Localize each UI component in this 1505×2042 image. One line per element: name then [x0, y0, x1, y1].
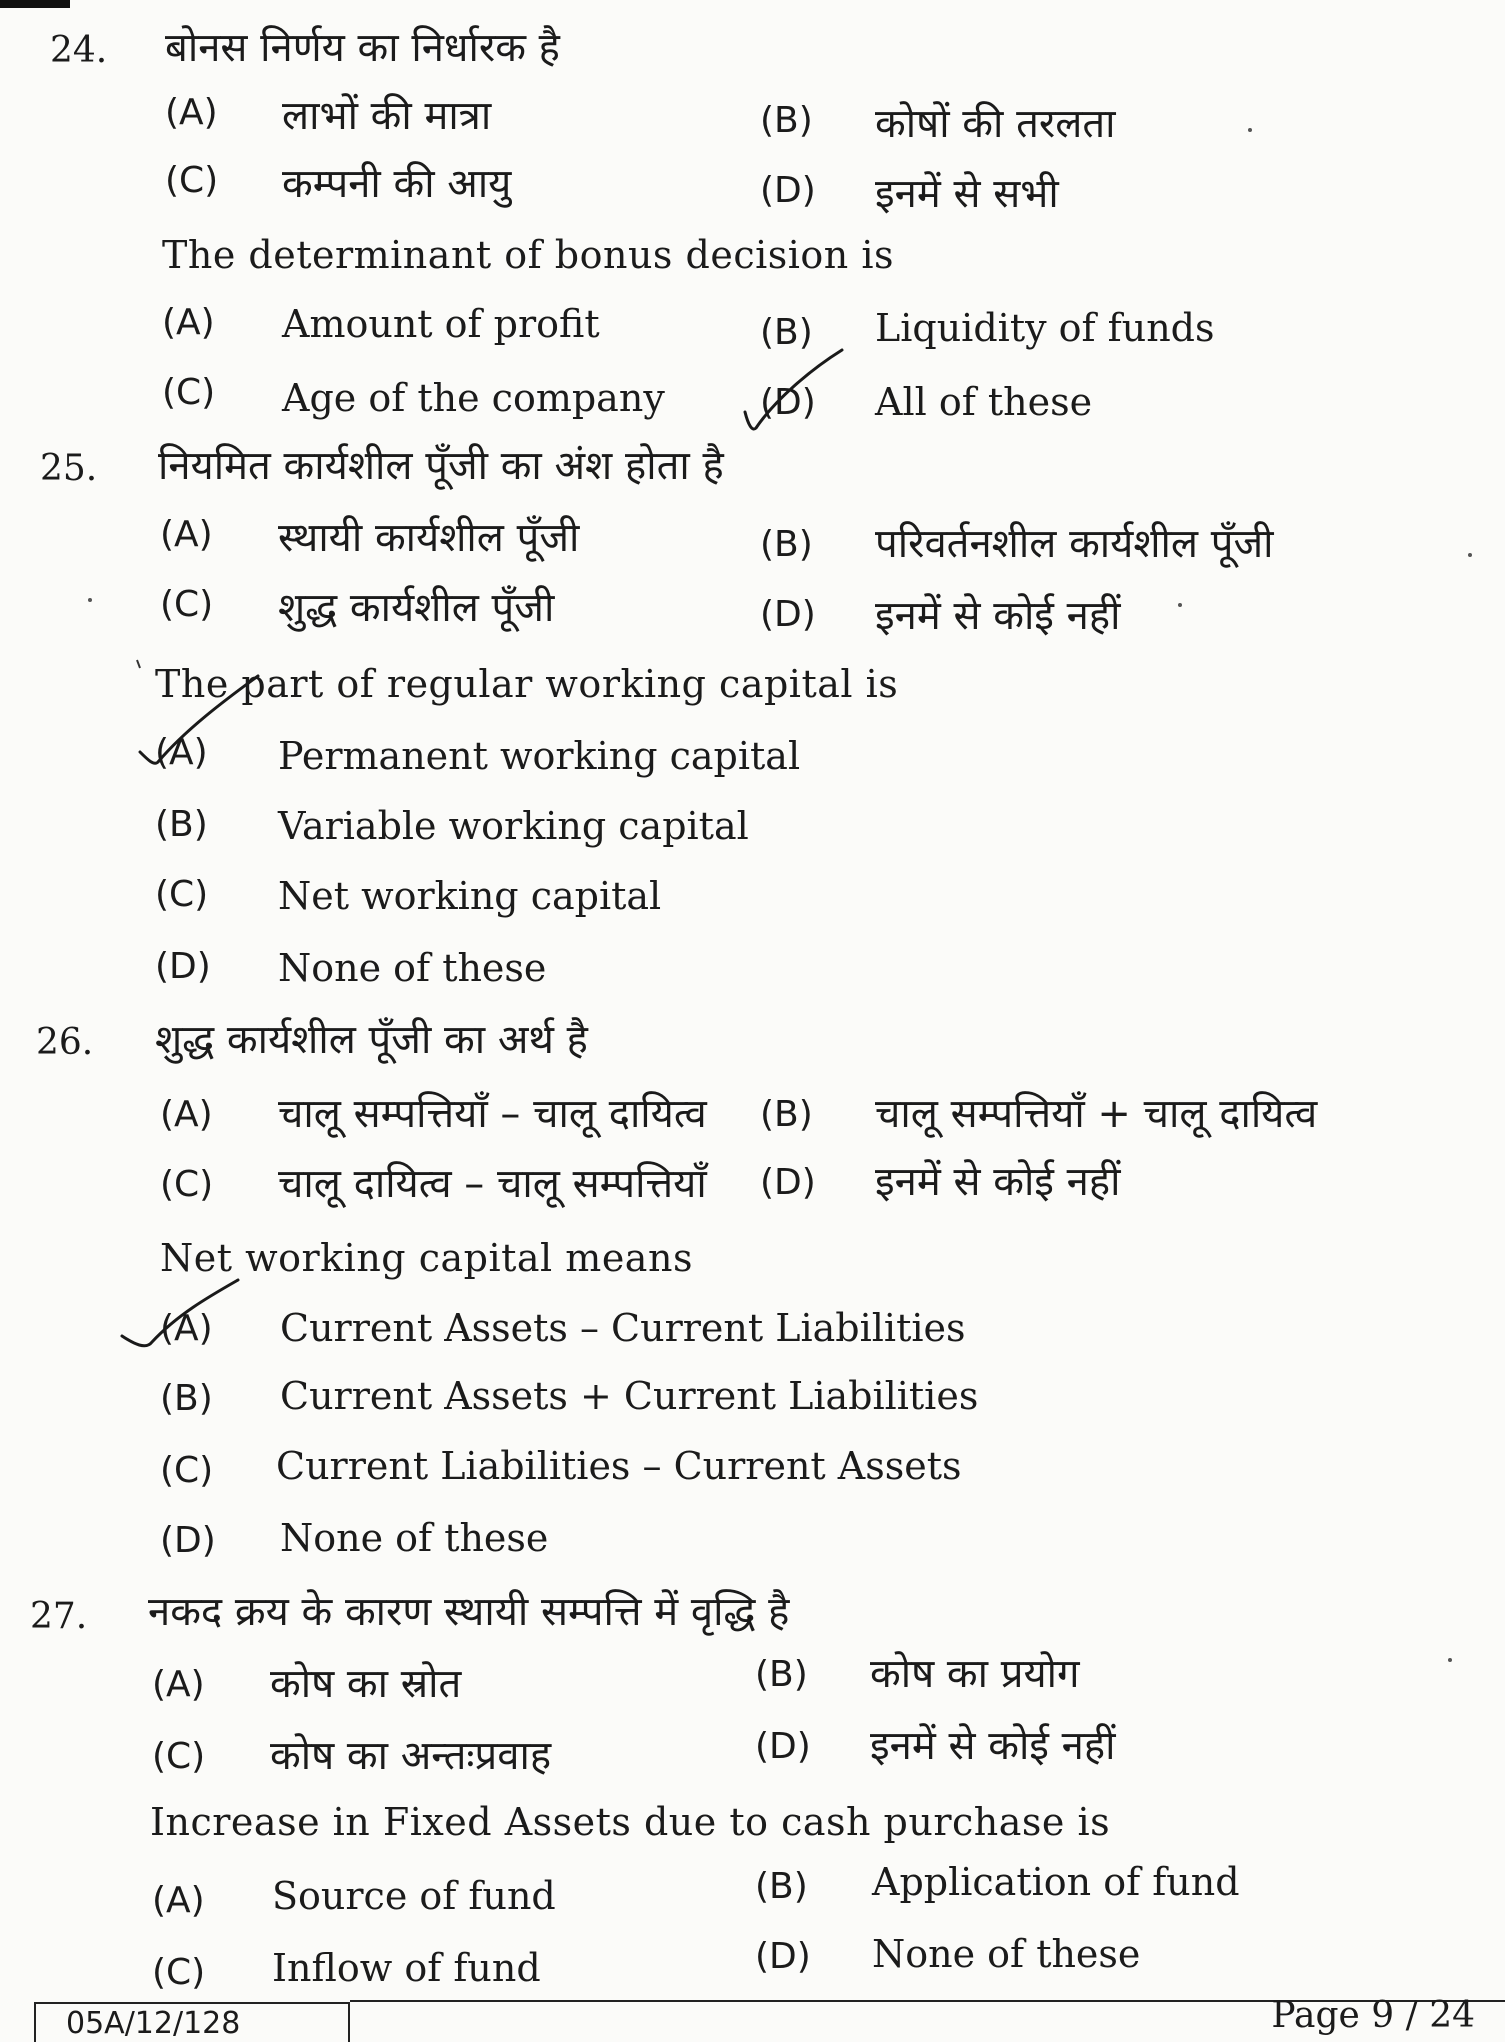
option-label: (B): [760, 100, 813, 141]
option-text-hindi: लाभों की मात्रा: [282, 93, 492, 139]
question-text-hindi: बोनस निर्णय का निर्धारक है: [165, 25, 560, 71]
option-label: (B): [760, 524, 813, 565]
option-text: Amount of profit: [282, 302, 600, 346]
question-text-english: Net working capital means: [160, 1236, 693, 1280]
option-label: (A): [152, 1664, 205, 1705]
option-text-hindi: इनमें से कोई नहीं: [870, 1723, 1116, 1769]
option-text: Permanent working capital: [278, 734, 801, 778]
option-label: (A): [160, 514, 213, 555]
option-label: (D): [755, 1726, 811, 1767]
option-label: (A): [152, 1880, 205, 1921]
option-label: (B): [755, 1654, 808, 1695]
page-number: Page 9 / 24: [1271, 1995, 1475, 2036]
speck: [1448, 1658, 1452, 1662]
option-text: None of these: [280, 1516, 549, 1560]
option-text-hindi: कोषों की तरलता: [875, 101, 1116, 147]
option-text: None of these: [872, 1932, 1141, 1976]
question-text-hindi: नियमित कार्यशील पूँजी का अंश होता है: [158, 443, 724, 489]
paper-code: 05A/12/128: [66, 2006, 241, 2041]
option-text: Application of fund: [872, 1860, 1240, 1904]
option-label: (B): [760, 312, 813, 353]
option-label: (D): [760, 594, 816, 635]
option-text: Age of the company: [282, 376, 665, 420]
option-label: (B): [755, 1866, 808, 1907]
option-label: (D): [760, 1162, 816, 1203]
speck: [88, 598, 92, 602]
option-label: (C): [152, 1952, 206, 1993]
tick-mark-q26: [122, 1280, 238, 1346]
option-text-hindi: कोष का प्रयोग: [870, 1651, 1080, 1697]
option-text: Liquidity of funds: [875, 306, 1215, 350]
option-text-hindi: चालू सम्पत्तियाँ – चालू दायित्व: [278, 1091, 707, 1137]
option-text: Source of fund: [272, 1874, 556, 1918]
option-label: (D): [760, 170, 816, 211]
option-label: (B): [160, 1378, 213, 1419]
option-label: (A): [165, 92, 218, 133]
option-label: (C): [160, 1164, 214, 1205]
paper-code-box: [34, 2002, 350, 2042]
question-number: 25.: [40, 448, 98, 489]
option-text-hindi: चालू सम्पत्तियाँ + चालू दायित्व: [875, 1091, 1318, 1137]
option-label: (B): [155, 804, 208, 845]
question-text-hindi: नकद क्रय के कारण स्थायी सम्पत्ति में वृद्धि है: [148, 1589, 790, 1635]
question-text-hindi: शुद्ध कार्यशील पूँजी का अर्थ है: [155, 1017, 588, 1063]
option-text: Variable working capital: [278, 804, 749, 848]
option-label: (B): [760, 1094, 813, 1135]
option-text-hindi: कम्पनी की आयु: [282, 161, 512, 207]
option-label: (C): [152, 1736, 206, 1777]
option-text-hindi: शुद्ध कार्यशील पूँजी: [278, 585, 555, 631]
option-text-hindi: इनमें से कोई नहीं: [875, 1159, 1121, 1205]
option-text: Current Assets – Current Liabilities: [280, 1306, 966, 1350]
option-label: (A): [162, 302, 215, 343]
question-text-english: Increase in Fixed Assets due to cash purchase is: [150, 1800, 1111, 1844]
option-label: (C): [155, 874, 209, 915]
option-label: (A): [155, 732, 208, 773]
option-text: Current Liabilities – Current Assets: [276, 1444, 962, 1488]
tick-mark-q25: [140, 676, 258, 763]
speck: [1468, 553, 1472, 557]
question-text-english: The part of regular working capital is: [155, 662, 899, 706]
option-label: (C): [160, 1450, 214, 1491]
option-text: Net working capital: [278, 874, 662, 918]
option-text-hindi: कोष का अन्तःप्रवाह: [270, 1733, 552, 1779]
option-text-hindi: परिवर्तनशील कार्यशील पूँजी: [875, 521, 1274, 567]
option-text: None of these: [278, 946, 547, 990]
option-text-hindi: कोष का स्रोत: [270, 1661, 462, 1707]
option-label: (C): [160, 584, 214, 625]
question-number: 26.: [36, 1022, 94, 1063]
option-text: All of these: [875, 380, 1093, 424]
option-label: (D): [760, 382, 816, 423]
option-label: (A): [160, 1308, 213, 1349]
stray-mark: [137, 660, 140, 668]
option-text-hindi: इनमें से कोई नहीं: [875, 593, 1121, 639]
option-text: Inflow of fund: [272, 1946, 541, 1990]
option-label: (C): [165, 160, 219, 201]
option-text-hindi: इनमें से सभी: [875, 171, 1059, 217]
option-text-hindi: स्थायी कार्यशील पूँजी: [278, 515, 580, 561]
tick-mark-q24: [745, 350, 842, 429]
question-number: 24.: [50, 30, 108, 71]
option-text-hindi: चालू दायित्व – चालू सम्पत्तियाँ: [278, 1161, 707, 1207]
question-text-english: The determinant of bonus decision is: [162, 233, 895, 277]
question-number: 27.: [30, 1596, 88, 1637]
speck: [1178, 603, 1182, 607]
option-label: (D): [155, 946, 211, 987]
option-label: (C): [162, 372, 216, 413]
option-label: (D): [160, 1520, 216, 1561]
speck: [1248, 128, 1252, 132]
option-label: (A): [160, 1094, 213, 1135]
option-text: Current Assets + Current Liabilities: [280, 1374, 979, 1418]
option-label: (D): [755, 1936, 811, 1977]
